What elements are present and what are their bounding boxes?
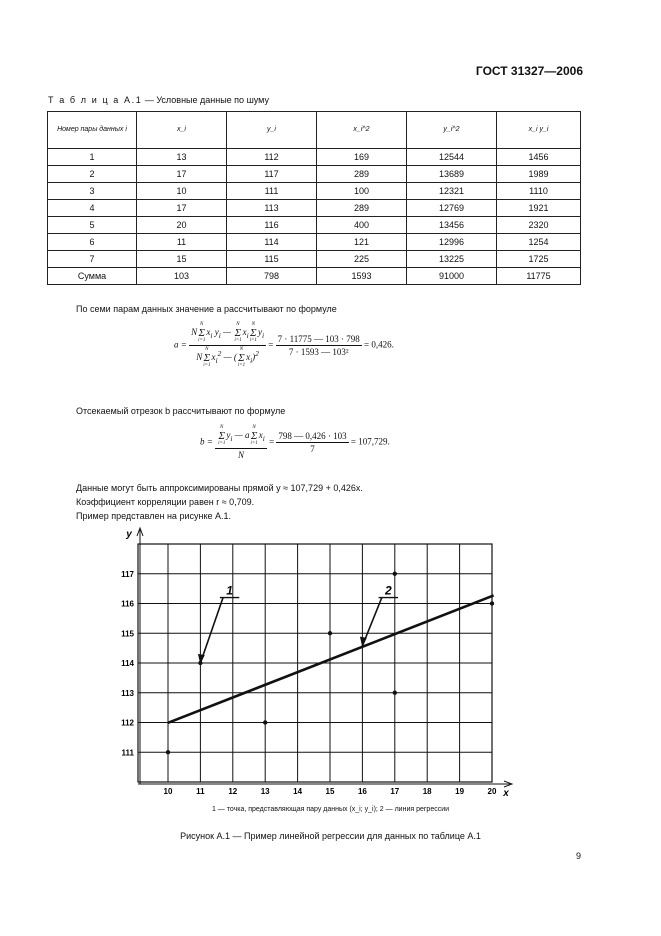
x-tick-label: 14 [293, 787, 303, 796]
sum-sign-icon: N Σ i=1 [218, 425, 226, 446]
x-tick-label: 16 [357, 787, 367, 796]
table-cell: 1989 [497, 166, 581, 183]
table-cell: 20 [137, 217, 227, 234]
formula-a-lhs: a = [174, 339, 187, 350]
table-cell: 11775 [497, 268, 581, 285]
table-row [48, 217, 581, 234]
document-code: ГОСТ 31327—2006 [475, 64, 583, 78]
table-caption-prefix: Т а б л и ц а А.1 [48, 95, 143, 105]
table-row [48, 251, 581, 268]
x-tick-label: 13 [260, 787, 270, 796]
table-row [48, 200, 581, 217]
y-tick-label: 115 [121, 629, 134, 639]
table-cell: 4 [48, 200, 137, 217]
table-cell: 225 [317, 251, 407, 268]
table-cell: 113 [227, 200, 317, 217]
paragraph-a-intro: По семи парам данных значение a рассчитывают по формуле [76, 304, 337, 314]
formula-b-symbolic-denominator: N [237, 450, 244, 460]
x-tick-label: 20 [487, 787, 497, 796]
y-tick-label: 114 [121, 659, 134, 668]
data-point [328, 631, 332, 635]
col-header-y2-text: y_i^2 [443, 126, 460, 133]
col-header-y [227, 112, 317, 149]
formula-b-symbolic [215, 425, 267, 460]
table-cell: 17 [137, 166, 227, 183]
table-cell: 169 [317, 149, 407, 166]
paragraph-correlation: Коэффициент корреляции равен r ≈ 0,709. [76, 497, 255, 507]
formula-b-result: = 107,729. [350, 436, 390, 447]
data-point [490, 601, 494, 605]
table-cell: 91000 [407, 268, 497, 285]
data-point [393, 691, 397, 695]
formula-a-numeric-denominator: 7 · 1593 — 103² [288, 347, 349, 357]
annotation-leader-1 [200, 598, 223, 663]
sum-sign-icon: N Σ i=1 [203, 347, 211, 368]
table-cell: 1110 [497, 183, 581, 200]
y-tick-label: 116 [121, 599, 134, 609]
table-row [48, 234, 581, 251]
col-header-x2 [317, 112, 407, 149]
sum-sign-icon: N Σ i=1 [250, 425, 258, 446]
formula-b-numeric-numerator: 798 — 0,426 · 103 [278, 431, 347, 441]
table-cell: 2 [48, 166, 137, 183]
x-tick-label: 17 [390, 787, 400, 796]
table-cell: 1725 [497, 251, 581, 268]
table-cell: 1456 [497, 149, 581, 166]
chart-grid [138, 544, 492, 782]
col-header-xy [497, 112, 581, 149]
formula-b: b = N Σ $i=1y_i$ — aN Σ $i=1x_i$ N = $\frac{798 — 0,426 \cdot 103}{7}$ = 107,729. [200, 425, 390, 460]
x-tick-label: 18 [422, 787, 432, 796]
table-cell: 17 [137, 200, 227, 217]
table-cell: 103 [137, 268, 227, 285]
table-caption-text: — Условные данные по шуму [142, 95, 269, 105]
formula-a: a = NN Σ $i=1x_i$ $y_i$ — N Σ $i=1x_iN$ Σ $i=1y_i$ NN Σ $i=1x_i^2$ — (N Σ $i=1x_i)^2$ = $\frac{7 \cdot 11775 — 103 \cdot 798}{\text{7 · 1593 — 103²}}$ = 0,426. [174, 322, 394, 368]
table-cell: 11 [137, 234, 227, 251]
table-cell: 12996 [407, 234, 497, 251]
table-cell: 13 [137, 149, 227, 166]
table-cell: 112 [227, 149, 317, 166]
formula-a-numeric [276, 334, 362, 357]
table-body [48, 149, 581, 285]
col-header-x-text: x_i [177, 126, 186, 133]
table-cell: 1921 [497, 200, 581, 217]
formula-a-symbolic [189, 322, 266, 369]
formula-a-symbolic-numerator: NN Σ $i=1x_i$ $y_i$ — N Σ $i=1x_iN$ Σ $i=1y_i$ [189, 322, 266, 346]
sum-sign-icon: N Σ i=1 [198, 322, 206, 343]
table-cell: 116 [227, 217, 317, 234]
data-point [166, 750, 170, 754]
table-cell: 15 [137, 251, 227, 268]
table-cell: 1593 [317, 268, 407, 285]
table-cell: 3 [48, 183, 137, 200]
table-cell: 12769 [407, 200, 497, 217]
annotation-label-1: 1 [226, 583, 233, 598]
table-cell: 115 [227, 251, 317, 268]
x-tick-label: 12 [228, 787, 238, 796]
table-cell: 2320 [497, 217, 581, 234]
table-cell: 121 [317, 234, 407, 251]
table-cell: 111 [227, 183, 317, 200]
table-cell: 6 [48, 234, 137, 251]
table-cell: 7 [48, 251, 137, 268]
x-tick-label: 10 [163, 787, 173, 796]
formula-a-result: = 0,426. [364, 339, 394, 350]
y-tick-label: 112 [121, 718, 134, 728]
table-cell: 13225 [407, 251, 497, 268]
data-point [263, 720, 267, 724]
formula-a-symbolic-denominator: NN Σ $i=1x_i^2$ — (N Σ $i=1x_i)^2$ [196, 347, 259, 368]
x-tick-label: 15 [325, 787, 335, 796]
table-caption [48, 95, 269, 105]
table-cell: 114 [227, 234, 317, 251]
table-cell: 13689 [407, 166, 497, 183]
col-header-x2-text: x_i^2 [353, 126, 370, 133]
formula-b-symbolic-numerator: N Σ $i=1y_i$ — aN Σ $i=1x_i$ [215, 425, 267, 449]
paragraph-approximation: Данные могут быть аппроксимированы прямой y ≈ 107,729 + 0,426x. [76, 483, 363, 493]
col-header-y-text: y_i [267, 126, 276, 133]
table-cell: 289 [317, 200, 407, 217]
sum-sign-icon: N Σ i=1 [237, 347, 246, 368]
table-row [48, 149, 581, 166]
table-cell: 5 [48, 217, 137, 234]
paragraph-b-intro: Отсекаемый отрезок b рассчитывают по формуле [76, 406, 286, 416]
y-tick-label: 111 [121, 748, 134, 758]
col-header-x [137, 112, 227, 149]
x-tick-label: 19 [455, 787, 465, 796]
regression-chart [110, 522, 520, 797]
sum-sign-icon: N Σ i=1 [249, 322, 257, 343]
table-row [48, 183, 581, 200]
table-cell: 117 [227, 166, 317, 183]
table-cell: 100 [317, 183, 407, 200]
table-cell: 400 [317, 217, 407, 234]
formula-b-numeric-denominator: 7 [310, 444, 315, 454]
y-tick-label: 113 [121, 688, 134, 698]
col-header-pair [48, 112, 137, 149]
table-header-row [48, 112, 581, 149]
col-header-y2 [407, 112, 497, 149]
table-cell: 798 [227, 268, 317, 285]
table-cell: 10 [137, 183, 227, 200]
chart-annotations [198, 584, 398, 663]
table-row [48, 166, 581, 183]
formula-a-numeric-numerator: 7 · 11775 — 103 · 798 [277, 334, 360, 344]
table-row [48, 268, 581, 285]
paragraph-example: Пример представлен на рисунке А.1. [76, 511, 231, 521]
annotation-label-2: 2 [384, 583, 392, 598]
table-cell: 289 [317, 166, 407, 183]
formula-b-numeric [276, 431, 348, 454]
page-number: 9 [575, 851, 581, 861]
figure-legend: 1 — точка, представляющая пару данных (x_i; y_i); 2 — линия регрессии [211, 806, 450, 813]
sum-sign-icon: N Σ i=1 [234, 322, 242, 343]
table-cell: 1254 [497, 234, 581, 251]
table-cell: Сумма [48, 268, 137, 285]
y-tick-label: 117 [121, 569, 134, 579]
noise-data-table [47, 111, 581, 285]
figure-caption: Рисунок А.1 — Пример линейной регрессии для данных по таблице А.1 [180, 831, 481, 841]
table-cell: 13456 [407, 217, 497, 234]
data-point [393, 572, 397, 576]
table-cell: 12321 [407, 183, 497, 200]
y-axis-label: y [126, 529, 132, 540]
x-tick-label: 11 [196, 787, 205, 796]
col-header-xy-text: x_i y_i [528, 126, 549, 133]
table-cell: 1 [48, 149, 137, 166]
formula-b-lhs: b = [200, 436, 213, 447]
col-header-pair-text: Номер пары данных i [57, 126, 127, 133]
table-cell: 12544 [407, 149, 497, 166]
x-axis-label: x [503, 788, 509, 797]
